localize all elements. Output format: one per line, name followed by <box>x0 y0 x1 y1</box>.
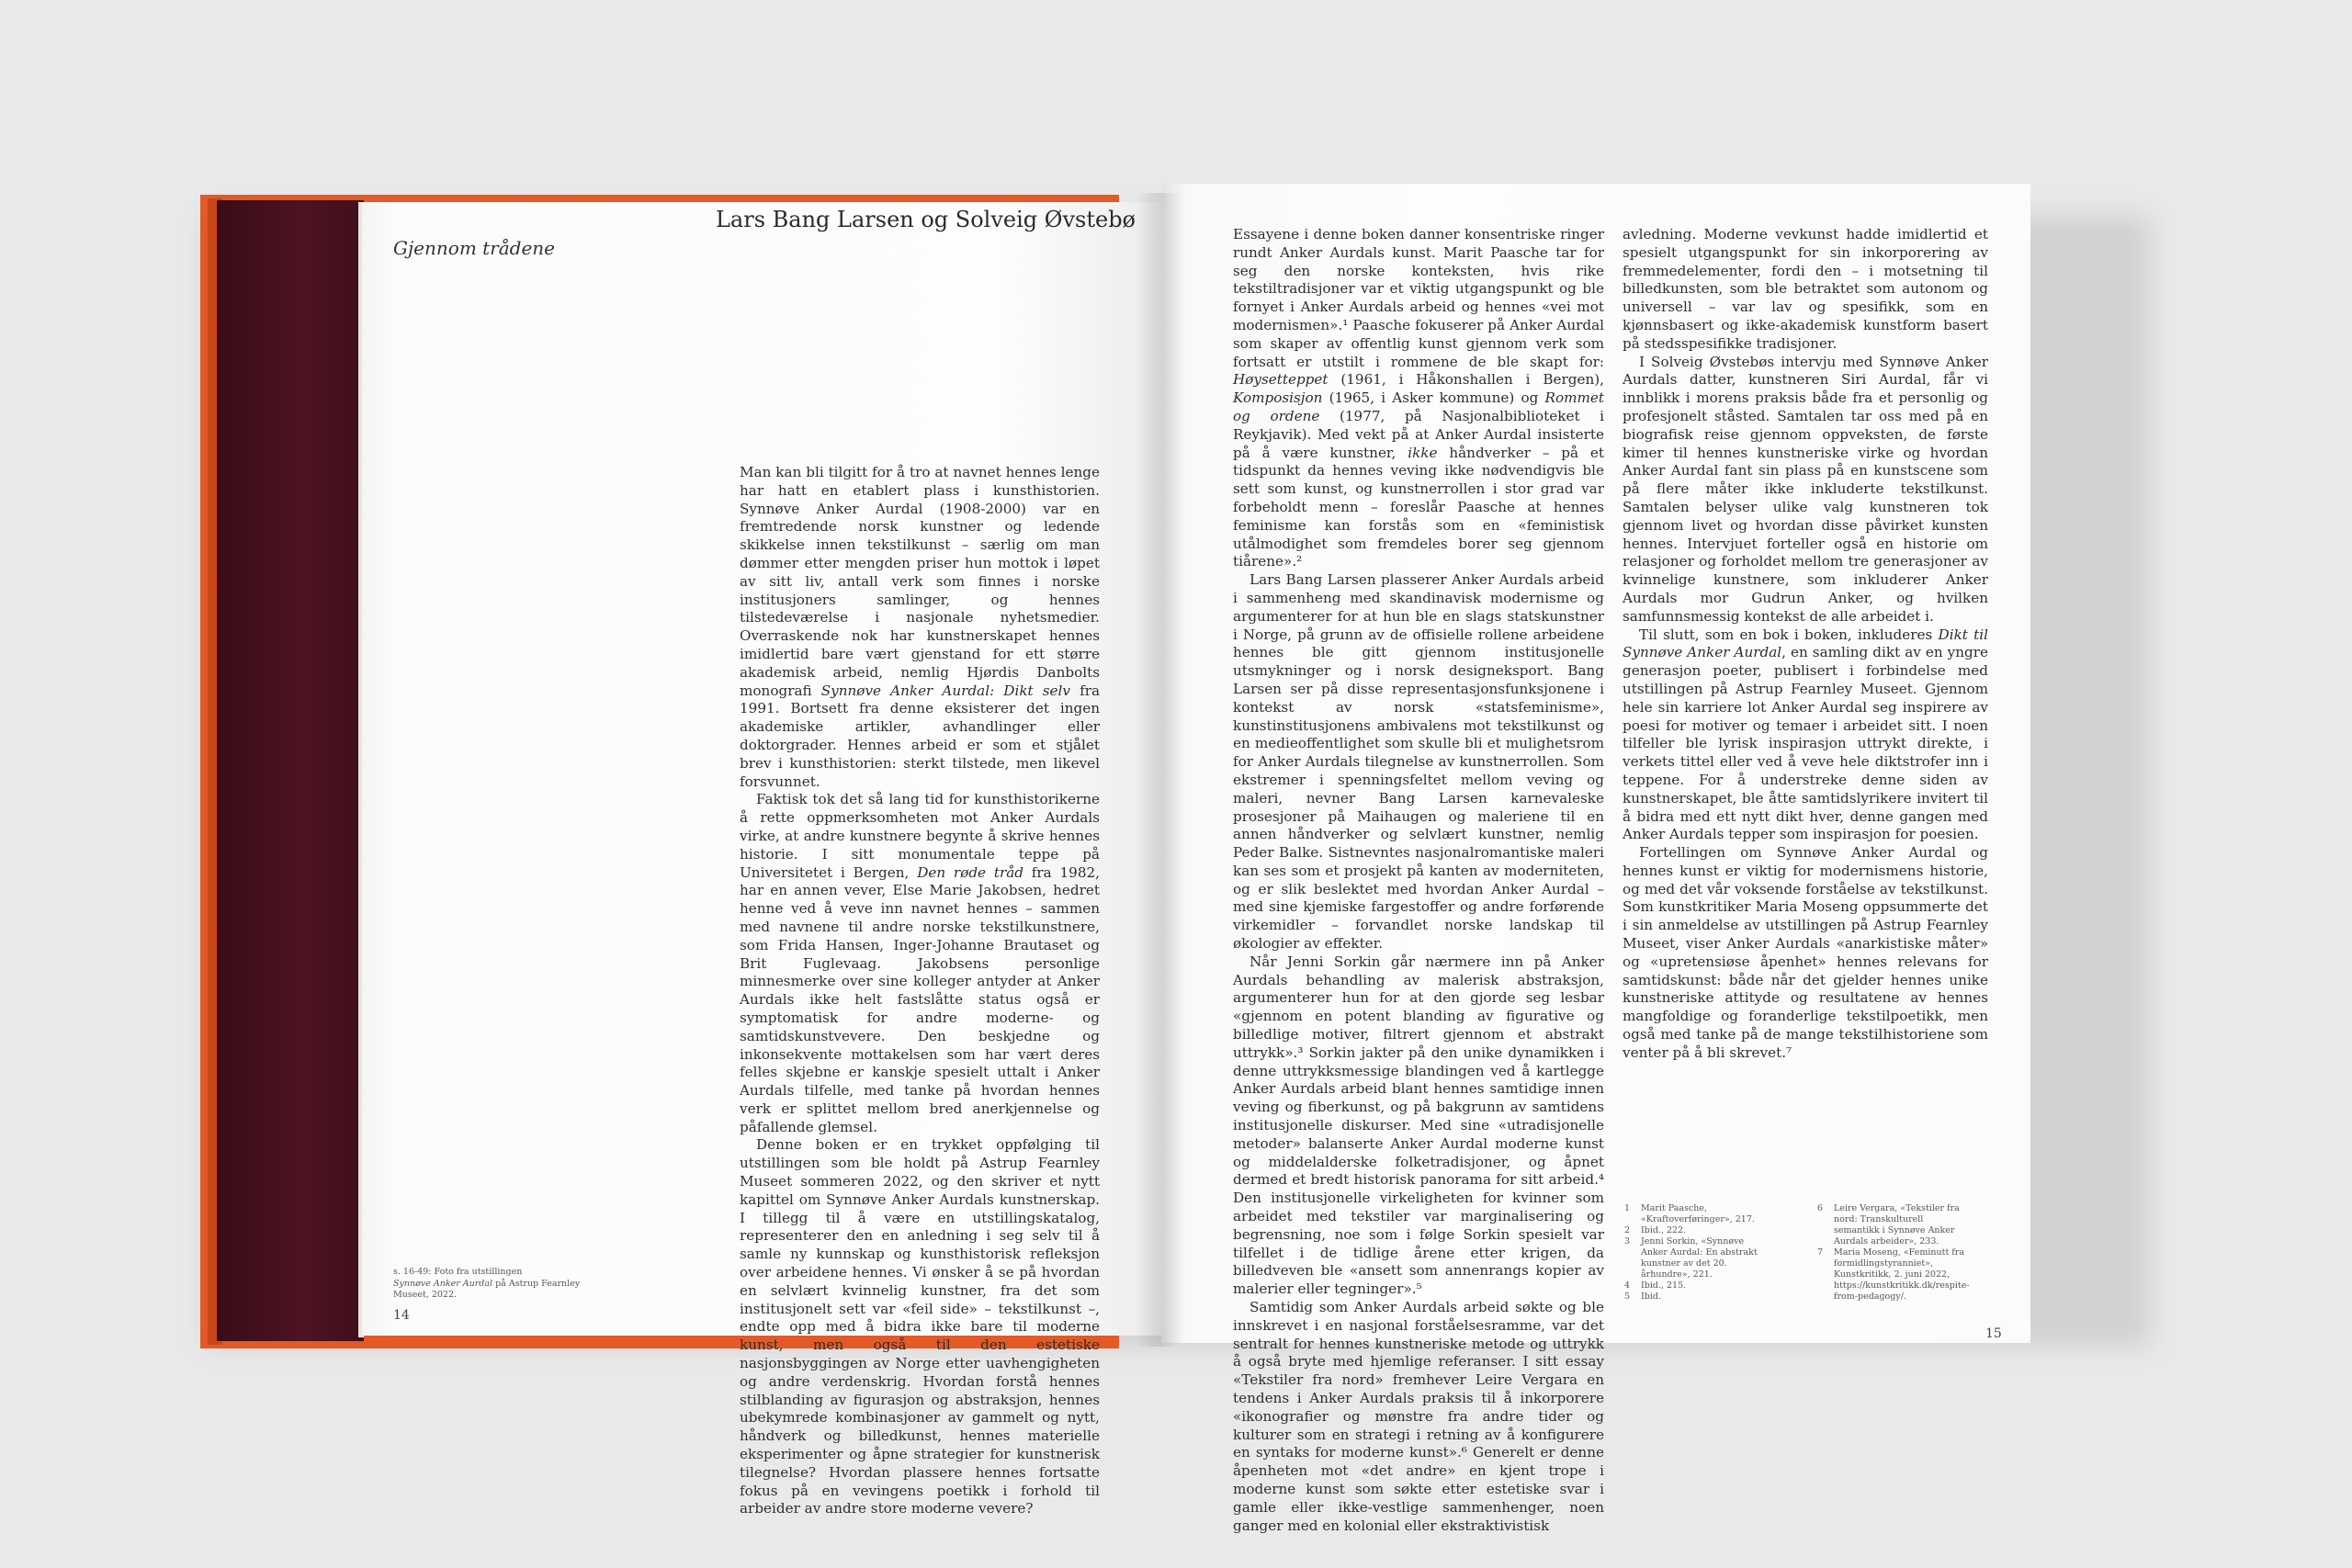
footnote-text: Maria Moseng, «Feminutt fra formidlingstyranniet», Kunstkritikk, 2. juni 2022, https://kunstkritikk.dk/respite-from-pedagogy/. <box>1834 1247 1970 1302</box>
caption-line-2: på Astrup Fearnley Museet, 2022. <box>393 1278 581 1300</box>
footnote-number: 3 <box>1624 1236 1631 1247</box>
photo-caption <box>393 1267 614 1302</box>
footnote-text: Marit Paasche, «Kraftoverføringer», 217. <box>1641 1203 1755 1224</box>
footnote-text: Leire Vergara, «Tekstiler fra nord: Transkulturell semantikk i Synnøve Anker Aurdals arbeider», 233. <box>1834 1203 1960 1247</box>
paragraph: Når Jenni Sorkin går nærmere inn på Anker Aurdals behandling av malerisk abstraksjon, argumenterer hun for at den gjorde seg lesbar «gjennom en potent blanding av figurative og billedlige motiver, filtrert gjennom et abstrakt uttrykk».³ Sorkin jakter på den unike dynamikken i denne uttrykksmessige blandingen ved å kartlegge Anker Aurdals arbeid blant hennes samtidige innen veving og fiberkunst, og på bakgrunn av samtidens institusjonelle diskurser. Med sine «utradisjonelle metoder» balanserte Anker Aurdal moderne kunst og middelalderske folketradisjoner, og åpnet dermed et bredt historisk panorama for sitt arbeid.⁴ Den institusjonelle virkeligheten for kvinner som arbeidet med tekstiler var marginalisering og begrensning, noe som i følge Sorkin spesielt var tilfellet i de tidlige årene etter krigen, da billedveven ble «ansett som annenrangs kopier av malerier eller tegninger».⁵ <box>1233 953 1604 1298</box>
page-number-right: 15 <box>1985 1326 2002 1341</box>
footnote <box>1624 1203 1762 1225</box>
footnote <box>1817 1247 1970 1303</box>
paragraph: Man kan bli tilgitt for å tro at navnet hennes lenge har hatt en etablert plass i kunsthistorien. Synnøve Anker Aurdal (1908-2000) var en fremtredende norsk kunstner og ledende skikkelse innen tekstilkunst – særlig om man dømmer etter mengden priser hun mottok i løpet av sitt liv, antall verk som finnes i norske institusjoners samlinger, og hennes tilstedeværelse i nasjonale nyhetsmedier. Overraskende nok har kunstnerskapet hennes imidlertid bare vært gjenstand for ett større akademisk arbeid, nemlig Hjørdis Danbolts monografi Synnøve Anker Aurdal: Dikt selv fra 1991. Bortsett fra denne eksisterer det ingen akademiske artikler, avhandlinger eller doktorgrader. Hennes arbeid er som et stjålet brev i kunsthistorien: sterkt tilstede, men likevel forsvunnet. <box>740 464 1101 790</box>
footnote <box>1624 1280 1762 1292</box>
footnote-text: Ibid., 215. <box>1641 1280 1687 1291</box>
footnote-number: 1 <box>1624 1203 1631 1213</box>
footnote-number: 6 <box>1817 1203 1824 1213</box>
footnote-text: Ibid., 222. <box>1641 1225 1687 1235</box>
footnote-number: 4 <box>1624 1280 1631 1291</box>
footnote-number: 2 <box>1624 1225 1631 1235</box>
footnote-text: Jenni Sorkin, «Synnøve Anker Aurdal: En abstrakt kunstner av det 20. århundre», 221. <box>1641 1236 1758 1280</box>
footnote <box>1624 1292 1762 1303</box>
paragraph: avledning. Moderne vevkunst hadde imidlertid et spesielt utgangspunkt for sin inkorporering av fremmedelementer, fordi den – i motsetning til billedkunsten, som ble betraktet som autonom og universell – var lav og spesifikk, som en kjønnsbasert og ikke-akademisk kunstform basert på stedsspesifikke tradisjoner. <box>1623 226 1988 352</box>
paragraph: Essayene i denne boken danner konsentriske ringer rundt Anker Aurdals kunst. Marit Paasche tar for seg den norske konteksten, hvis rike tekstiltradisjoner var et viktig utgangspunkt og ble fornyet i Anker Aurdals arbeid og hennes «vei mot modernismen».¹ Paasche fokuserer på Anker Aurdal som skaper av offentlig kunst gjennom verk som fortsatt er utstilt i rommene de ble skapt for: Høysetteppet (1961, i Håkonshallen i Bergen), Komposisjon (1965, i Asker kommune) og Rommet og ordene (1977, på Nasjonalbiblioteket i Reykjavik). Med vekt på at Anker Aurdal insisterte på å være kunstner, ikke håndverker – på et tidspunkt da hennes veving ikke nødvendigvis ble sett som kunst, og kunstnerrollen i stor grad var forbeholdt menn – foreslår Paasche at hennes feminisme kan forstås som en «feministisk utålmodighet som fremdeles borer seg gjennom tiårene».² <box>1233 226 1605 570</box>
paragraph: Samtidig som Anker Aurdals arbeid søkte og ble innskrevet i en nasjonal forståelsesramme, var det sentralt for hennes kunstneriske metode og uttrykk å også bryte med hjemlige referanser. I sitt essay «Tekstiler fra nord» fremhever Leire Vergara en tendens i Anker Aurdals praksis til å inkorporere «ikonografier og mønstre fra andre tider og kulturer som en strategi i retning av å konfigurere en syntaks for moderne kunst».⁶ Generelt er denne åpenheten mot «det andre» en kjent trope i moderne kunst som søkte etter estetiske svar i gamle eller ikke-vestlige sammenhenger, noen ganger med en kolonial eller ekstraktivistisk <box>1233 1299 1604 1534</box>
caption-line-1: s. 16-49: Foto fra utstillingen <box>393 1267 523 1277</box>
paragraph: Fortellingen om Synnøve Anker Aurdal og hennes kunst er viktig for modernismens historie, og med det vår voksende forståelse av tekstilkunst. Som kunstkritiker Maria Moseng oppsummerte det i sin anmeldelse av utstillingen på Astrup Fearnley Museet, viser Anker Aurdals «anarkistiske måter» og «upretensiøse åpenhet» hennes relevans for samtidskunst: både når det gjelder hennes unike kunstneriske attityde og resultatene av hennes mangfoldige og foranderlige tekstilpoetikk, men også med tanke på de mange tekstilhistoriene som venter på å bli skrevet.⁷ <box>1623 844 1988 1061</box>
book-gutter <box>1136 193 1182 1347</box>
paragraph: I Solveig Øvstebøs intervju med Synnøve Anker Aurdals datter, kunstneren Siri Aurdal, får vi innblikk i morens praksis både fra et personlig og profesjonelt ståsted. Samtalen tar oss med på en biografisk reise gjennom oppveksten, de første kimer til hennes kunstneriske virke og hvordan Anker Aurdal fant sin plass på en kunstscene som på flere måter ikke inkluderte tekstilkunst. Samtalen belyser ulike valg kunstneren tok gjennom livet og hvordan disse påvirket kunsten hennes. Intervjuet forteller også en historie om relasjoner og forholdet mellom tre generasjoner av kvinnelige kunstnere, som inkluderer Anker Aurdals mor Gudrun Anker, og hvilken samfunnsmessig kontekst de alle arbeidet i. <box>1623 353 1988 625</box>
footnotes-list-a <box>1624 1203 1762 1303</box>
paragraph: Denne boken er en trykket oppfølging til utstillingen som ble holdt på Astrup Fearnley Museet sommeren 2022, og den skriver et nytt kapittel om Synnøve Anker Aurdals kunstnerskap. I tillegg til å være en utstillingskatalog, representerer den en anledning i seg selv til å samle ny kunnskap og kunsthistorisk refleksjon over arbeidene hennes. Vi ønsker å se på hvordan en selvlært kvinnelig kunstner, fra det som institusjonelt sett var «feil side» – tekstilkunst –, endte opp med å bidra ikke bare til moderne kunst, men også til den estetiske nasjonsbyggingen av Norge etter uavhengigheten og andre verdenskrig. Hvordan forstå hennes stilblanding av figurasjon og abstraksjon, hennes ubekymrede kombinasjoner av gammelt og nytt, håndverk og billedkunst, hennes materielle eksperimenter og åpne strategier for kunstnerisk tilegnelse? Hvordan plassere hennes fortsatte fokus på en vevingens poetikk i forhold til arbeider av andre store moderne vevere? <box>740 1136 1100 1517</box>
footnote-number: 5 <box>1624 1292 1631 1302</box>
footnote-number: 7 <box>1817 1247 1824 1258</box>
page-number-left: 14 <box>393 1308 410 1323</box>
endpaper <box>217 200 364 1341</box>
footnote <box>1624 1225 1762 1236</box>
footnote-text: Ibid. <box>1641 1292 1661 1302</box>
caption-work-title: Synnøve Anker Aurdal <box>393 1278 493 1289</box>
right-page-text-column-1 <box>1233 226 1604 1535</box>
right-page-text-column-2 <box>1623 226 1988 1063</box>
footnotes-list-b <box>1817 1203 1970 1303</box>
footnote <box>1624 1236 1762 1280</box>
paragraph: Lars Bang Larsen plasserer Anker Aurdals arbeid i sammenheng med skandinavisk modernisme og argumenterer for at hun ble en slags statskunstner i Norge, på grunn av de offisielle rollene arbeidene hennes ble gitt gjennom institusjonelle utsmykninger og i norsk designeksport. Bang Larsen ser på disse representasjonsfunksjonene i kontekst av norsk «statsfeminisme», kunstinstitusjonens ambivalens mot tekstilkunst og en medieoffentlighet som skulle bli et mulighetsrom for Anker Aurdals tilegnelse av kunstnerrollen. Som ekstremer i spenningsfeltet mellom veving og maleri, nevner Bang Larsen karnevaleske prosesjoner på Maihaugen og maleriene til en annen håndverker og selvlært kunstner, nemlig Peder Balke. Sistnevntes nasjonalromantiske maleri kan ses som et prosjekt på kanten av moderniteten, og er slik beslektet med hvordan Anker Aurdal – med sine kjemiske fargestoffer og andre forførende virkemidler – forvandlet norske landskap til økologier av effekter. <box>1233 571 1604 953</box>
section-kicker: Gjennom trådene <box>393 237 556 259</box>
paragraph: Faktisk tok det så lang tid for kunsthistorikerne å rette oppmerksomheten mot Anker Aurdals virke, at andre kunstnere begynte å skrive hennes historie. I sitt monumentale teppe på Universitetet i Bergen, Den røde tråd fra 1982, har en annen vever, Else Marie Jakobsen, hedret henne ved å veve inn navnet hennes – sammen med navnene til andre norske tekstilkunstnere, som Frida Hansen, Inger-Johanne Brautaset og Brit Fuglevaag. Jakobsens personlige minnesmerke over sine kolleger antyder at Anker Aurdals ikke helt fastslåtte status også er symptomatisk for andre moderne- og samtidskunstvevere. Den beskjedne og inkonsekvente mottakelsen som har vært deres felles skjebne er kanskje spesielt uttalt i Anker Aurdals tilfelle, med tanke på hvordan hennes verk er splittet mellom bred anerkjennelse og påfallende glemsel. <box>740 791 1100 1135</box>
left-page-text-column <box>740 464 1100 1518</box>
footnote <box>1817 1203 1964 1247</box>
authors-heading: Lars Bang Larsen og Solveig Øvstebø <box>715 207 1136 232</box>
paragraph: Til slutt, som en bok i boken, inkluderes Dikt til Synnøve Anker Aurdal, en samling dikt av en yngre generasjon poeter, publisert i forbindelse med utstillingen på Astrup Fearnley Museet. Gjennom hele sin karriere lot Anker Aurdal seg inspirere av poesi for motiver og temaer i arbeidet sitt. I noen tilfeller ble lyrisk inspirasjon uttrykt direkte, i verkets tittel eller ved å veve hele diktstrofer inn i teppene. For å understreke denne siden av kunstnerskapet, ble åtte samtidslyrikere invitert til å bidra med ett nytt dikt hver, denne gangen med Anker Aurdals tepper som inspirasjon for poesien. <box>1623 626 1988 843</box>
